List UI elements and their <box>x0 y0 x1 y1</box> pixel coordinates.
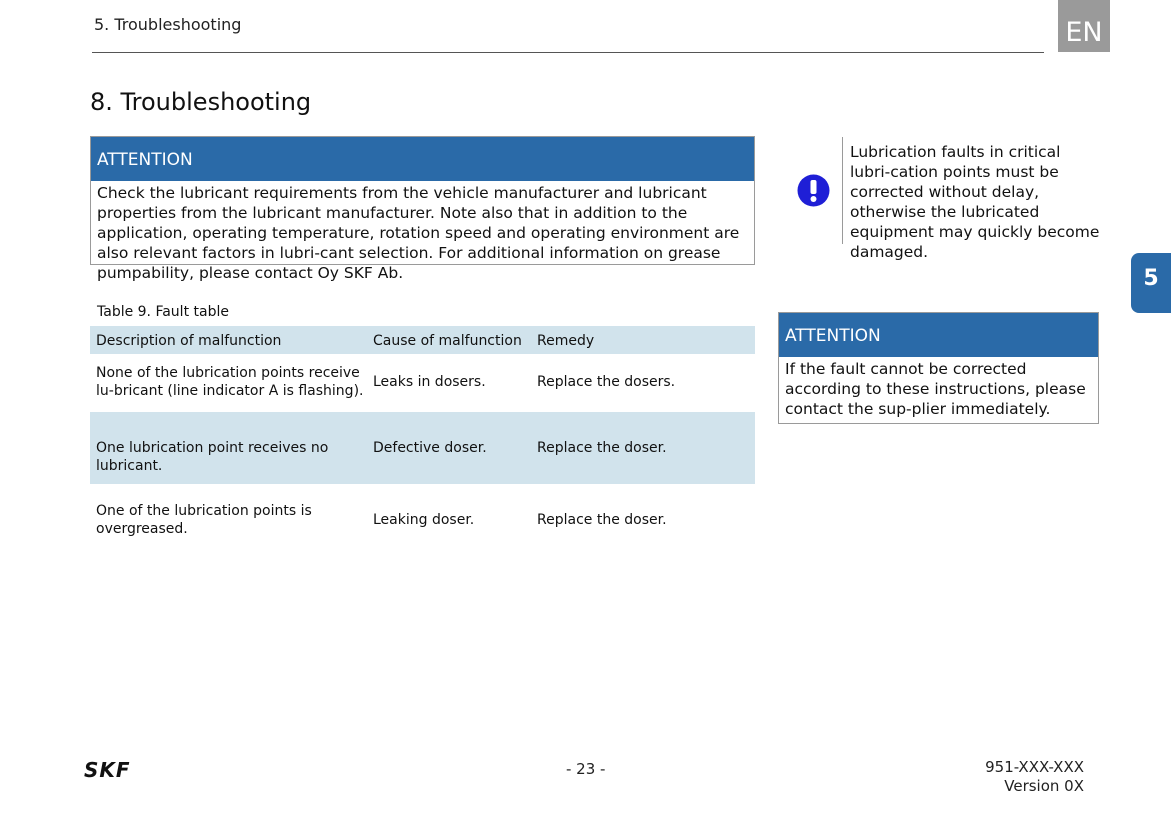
table-cell: Replace the dosers. <box>537 374 676 390</box>
table-header-row <box>90 326 755 354</box>
running-header: 5. Troubleshooting <box>94 15 242 34</box>
table-cell: Defective doser. <box>373 440 487 456</box>
attention-heading: ATTENTION <box>91 137 754 181</box>
table-cell: Leaking doser. <box>373 512 475 528</box>
table-cell: One of the lubrication points is overgreased. <box>96 503 312 537</box>
page-number: - 23 - <box>566 760 606 778</box>
table-caption: Table 9. Fault table <box>97 304 229 320</box>
attention-heading: ATTENTION <box>779 313 1098 357</box>
page-title: 8. Troubleshooting <box>90 88 312 116</box>
table-cell: Replace the doser. <box>537 512 667 528</box>
warning-text: Lubrication faults in critical lubri-cation points must be corrected without delay, otherwise the lubricated equipment may quickly become damaged. <box>850 143 1100 261</box>
table-cell: Leaks in dosers. <box>373 374 486 390</box>
attention-text: Check the lubricant requirements from the vehicle manufacturer and lubricant properties from the lubricant manufacturer. Note also that in addition to the application, operating temperature, rotation speed and operating environment are also relevant factors in lubri-cant selection. For additional information on grease pumpability, please contact Oy SKF Ab. <box>97 184 740 282</box>
table-row <box>90 484 755 556</box>
language-tab: EN <box>1058 0 1110 52</box>
table-header-cell: Remedy <box>537 333 595 349</box>
table-cell: One lubrication point receives no lubricant. <box>96 440 329 474</box>
header-divider <box>92 52 1044 53</box>
document-number: 951-XXX-XXX <box>985 758 1084 776</box>
fault-table <box>90 326 755 556</box>
exclamation-circle-icon <box>797 174 830 207</box>
table-row <box>90 354 755 412</box>
skf-logo: SKF <box>84 758 131 782</box>
table-cell: None of the lubrication points receive lu-bricant (line indicator A is flashing). <box>96 365 364 399</box>
table-header-cell: Description of malfunction <box>96 333 282 349</box>
table-cell: Replace the doser. <box>537 440 667 456</box>
table-row <box>90 412 755 484</box>
document-info <box>960 758 1084 796</box>
table-header-cell: Cause of malfunction <box>373 333 522 349</box>
attention-box-side <box>778 312 1099 424</box>
chapter-tab[interactable]: 5 <box>1131 253 1171 313</box>
warning-divider <box>842 137 843 244</box>
attention-box-main <box>90 136 755 282</box>
attention-text: If the fault cannot be corrected according to these instructions, please contact the sup-plier immediately. <box>785 360 1086 418</box>
document-version: Version 0X <box>1004 777 1084 795</box>
